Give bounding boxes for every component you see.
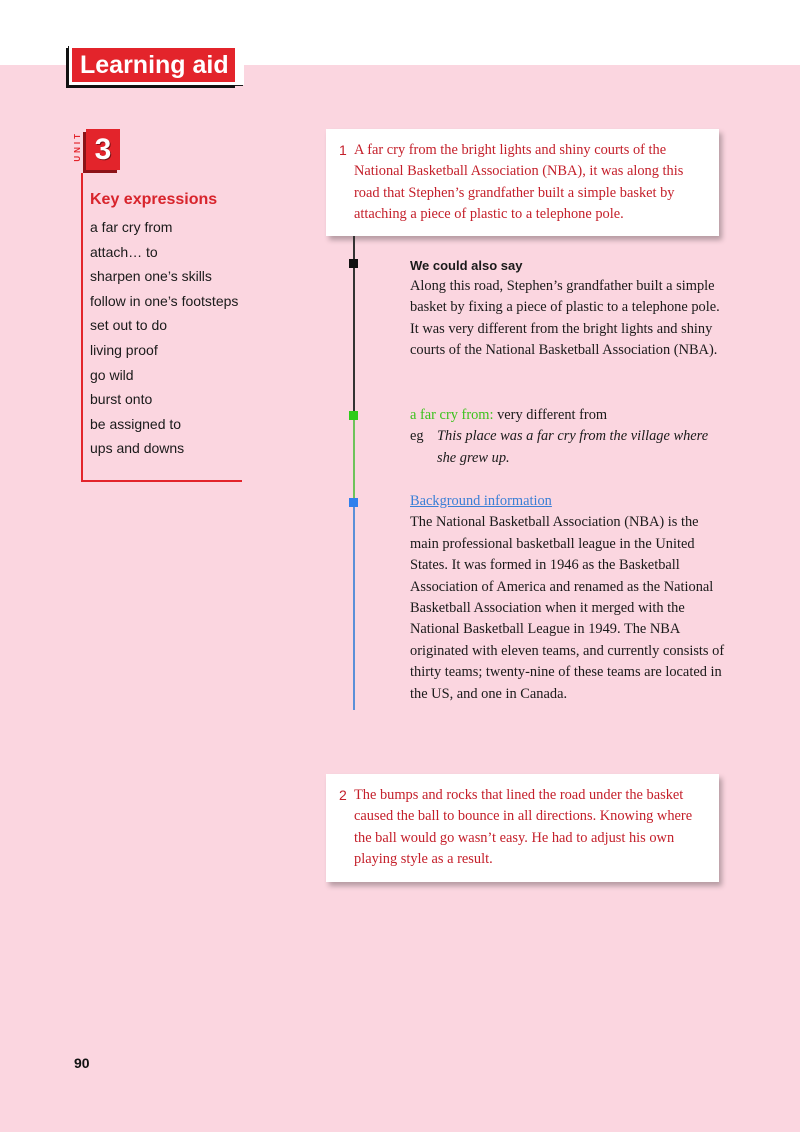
key-expression-item: go wild	[90, 366, 134, 383]
key-expression-item: follow in one’s footsteps	[90, 292, 239, 309]
section-title-badge	[69, 45, 244, 85]
key-expression-item: ups and downs	[90, 440, 185, 457]
key-expression-item: living proof	[90, 341, 158, 358]
key-expression-item: burst onto	[90, 391, 153, 408]
key-expression-item: attach… to	[90, 243, 158, 260]
example-sentence: This place was a far cry from the village where she grew up.	[437, 428, 709, 466]
note-vocabulary	[410, 405, 730, 469]
unit-label	[73, 131, 83, 162]
vocabulary-term: a far cry from:	[410, 407, 494, 423]
key-expressions-list	[90, 219, 240, 465]
vocabulary-meaning: very different from	[493, 407, 608, 423]
timeline-segment-blue	[353, 502, 355, 710]
key-expression-item: set out to do	[90, 317, 168, 334]
background-body: The National Basketball Association (NBA) is the main professional basketball league in the United States. It was formed in 1946 as the Basketball Association of America and renamed as the National Basketball Association when it merged with the National Basketball League in 1949. The NBA originated with eleven teams, and currently consists of thirty teams; twenty-nine of these teams are located in the US, and one in Canada.	[410, 514, 725, 702]
key-expressions-heading: Key expressions	[90, 191, 218, 208]
page-number: 90	[74, 1055, 90, 1071]
black-square-marker-icon	[349, 259, 358, 268]
key-expression-item: sharpen one’s skills	[90, 268, 212, 285]
sidebar-divider-vertical	[81, 173, 83, 482]
timeline-segment-green	[353, 416, 355, 502]
green-square-marker-icon	[349, 411, 358, 420]
quote-card-1	[326, 129, 719, 236]
note-we-could-also-say	[410, 258, 730, 362]
vocabulary-definition	[410, 405, 730, 426]
quote-text: A far cry from the bright lights and shiny courts of the National Basketball Association (NBA), it was along this road that Stephen’s grandfather built a simple basket by attaching a piece of plastic to a telephone pole.	[354, 142, 684, 223]
unit-label-text: UNIT	[73, 131, 82, 162]
section-title: Learning aid	[69, 45, 238, 85]
note-heading: We could also say	[410, 258, 523, 273]
sidebar-divider-horizontal	[81, 480, 242, 482]
key-expression-item: be assigned to	[90, 415, 182, 432]
example-label: eg	[410, 428, 424, 445]
vocabulary-example	[410, 426, 730, 469]
quote-number: 2	[339, 787, 347, 803]
note-body: Along this road, Stephen’s grandfather built a simple basket by fixing a piece of plastic to a telephone pole. It was very different from the bright lights and shiny courts of the National Basketball Association (NBA).	[410, 278, 720, 359]
quote-number: 1	[339, 142, 347, 158]
quote-text: The bumps and rocks that lined the road under the basket caused the ball to bounce in all directions. Knowing where the ball would go wasn’t easy. He had to adjust his own playing style as a result.	[354, 787, 693, 868]
quote-card-2	[326, 774, 719, 882]
background-information-link[interactable]: Background information	[410, 493, 552, 509]
blue-square-marker-icon	[349, 498, 358, 507]
unit-number: 3	[86, 129, 120, 170]
key-expression-item: a far cry from	[90, 219, 173, 235]
note-background	[410, 491, 730, 705]
